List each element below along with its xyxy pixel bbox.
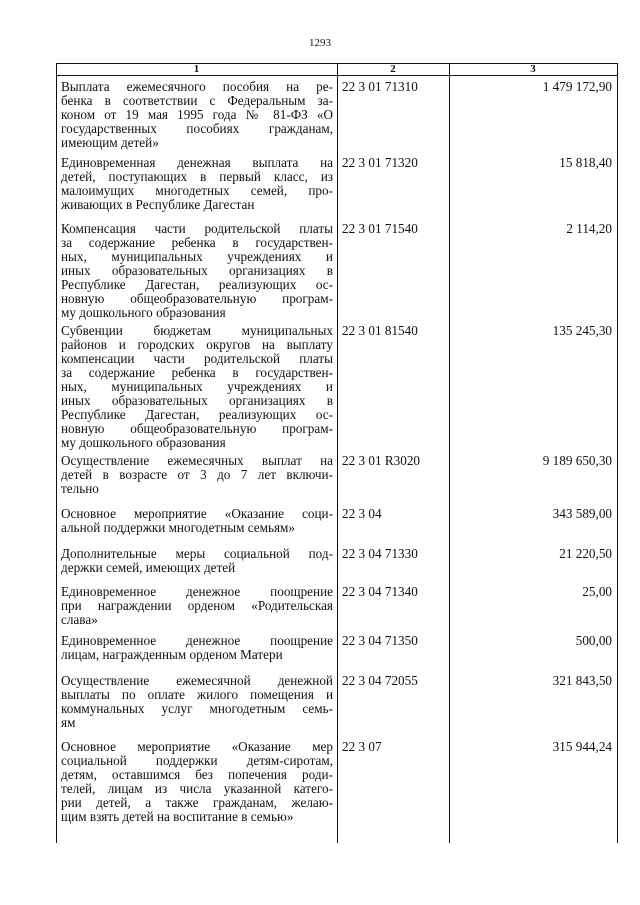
description-line: Осуществление ежемесячных выплат на [61, 453, 333, 468]
row-amount: 315 944,24 [552, 739, 612, 754]
table-right-border [617, 63, 618, 843]
description-line: Компенсация части родительской платы [61, 221, 333, 236]
row-amount: 135 245,30 [552, 323, 612, 338]
row-description [61, 740, 333, 824]
row-code: 22 3 07 [342, 739, 382, 754]
description-line: му дошкольного образования [61, 435, 226, 450]
description-line: тельно [61, 481, 99, 496]
description-line: иных образовательных организациях в [61, 263, 333, 278]
description-line: Единовременное денежное поощрение [61, 633, 333, 648]
row-code: 22 3 04 71340 [342, 584, 418, 599]
budget-table [56, 63, 618, 843]
row-code: 22 3 01 71310 [342, 79, 418, 94]
description-line: Единовременное денежное поощрение [61, 584, 333, 599]
row-amount: 321 843,50 [552, 673, 612, 688]
column-header-2: 2 [390, 63, 396, 75]
description-line: государственных пособиях гражданам, [61, 121, 333, 136]
description-line: держки семей, имеющих детей [61, 560, 236, 575]
row-code: 22 3 01 71540 [342, 221, 418, 236]
row-code: 22 3 01 R3020 [342, 453, 421, 468]
description-line: рии детей, а также гражданам, желаю- [61, 795, 333, 810]
row-amount: 25,00 [582, 584, 612, 599]
description-line: лицам, награжденным орденом Матери [61, 647, 283, 662]
description-line: компенсации части родительской платы [61, 351, 333, 366]
description-line: детей, поступающих в первый класс, из [61, 169, 333, 184]
description-line: малоимущих многодетных семей, про- [61, 183, 333, 198]
row-description [61, 634, 333, 662]
row-description [61, 222, 333, 320]
description-line: ям [61, 715, 76, 730]
table-left-border [56, 63, 57, 843]
description-line: Субвенции бюджетам муниципальных [61, 323, 333, 338]
row-amount: 9 189 650,30 [542, 453, 612, 468]
description-line: слава» [61, 612, 98, 627]
row-code: 22 3 04 [342, 506, 382, 521]
description-line: имеющим детей» [61, 135, 159, 150]
row-description [61, 585, 333, 627]
row-amount: 343 589,00 [552, 506, 612, 521]
description-line: щим взять детей на воспитание в семью» [61, 809, 294, 824]
description-line: коммунальных услуг многодетным семь- [61, 701, 333, 716]
row-code: 22 3 04 72055 [342, 673, 418, 688]
description-line: альной поддержки многодетным семьям» [61, 520, 295, 535]
description-line: Выплата ежемесячного пособия на ре- [61, 79, 333, 94]
row-code: 22 3 04 71350 [342, 633, 418, 648]
row-description [61, 674, 333, 730]
description-line: за содержание ребенка в государствен- [61, 235, 333, 250]
row-code: 22 3 04 71330 [342, 546, 418, 561]
description-line: бенка в соответствии с Федеральным за- [61, 93, 333, 108]
description-line: иных образовательных организациях в [61, 393, 333, 408]
description-line: Осуществление ежемесячной денежной [61, 673, 333, 688]
column-header-3: 3 [530, 63, 536, 75]
column-divider-1 [337, 63, 338, 843]
row-amount: 2 114,20 [566, 221, 612, 236]
row-code: 22 3 01 81540 [342, 323, 418, 338]
description-line: Основное мероприятие «Оказание мер [61, 739, 333, 754]
description-line: районов и городских округов на выплату [61, 337, 333, 352]
column-header-1: 1 [193, 63, 200, 75]
description-line: Единовременная денежная выплата на [61, 155, 333, 170]
row-code: 22 3 01 71320 [342, 155, 418, 170]
row-description [61, 324, 333, 450]
description-line: новную общеобразовательную програм- [61, 291, 333, 306]
row-description [61, 547, 333, 575]
page-number: 1293 [309, 37, 331, 49]
description-line: за содержание ребенка в государствен- [61, 365, 333, 380]
description-line: выплаты по оплате жилого помещения и [61, 687, 333, 702]
description-line: при награждении орденом «Родительская [61, 598, 333, 613]
row-description [61, 454, 333, 496]
column-divider-2 [449, 63, 450, 843]
description-line: живающих в Республике Дагестан [61, 197, 255, 212]
row-amount: 500,00 [575, 633, 612, 648]
description-line: телей, лицам из числа указанной катего- [61, 781, 333, 796]
row-amount: 21 220,50 [559, 546, 612, 561]
description-line: ных, муниципальных учреждениях и [61, 379, 333, 394]
description-line: ных, муниципальных учреждениях и [61, 249, 333, 264]
row-description [61, 156, 333, 212]
description-line: детям, оставшимся без попечения роди- [61, 767, 333, 782]
description-line: Республике Дагестан, реализующих ос- [61, 407, 333, 422]
description-line: коном от 19 мая 1995 года № 81-ФЗ «О [61, 107, 333, 122]
description-line: новную общеобразовательную програм- [61, 421, 333, 436]
description-line: детей в возрасте от 3 до 7 лет включи- [61, 467, 333, 482]
description-line: Дополнительные меры социальной под- [61, 546, 333, 561]
description-line: Республике Дагестан, реализующих ос- [61, 277, 333, 292]
description-line: социальной поддержки детям-сиротам, [61, 753, 333, 768]
row-amount: 15 818,40 [559, 155, 612, 170]
row-amount: 1 479 172,90 [542, 79, 612, 94]
row-description [61, 507, 333, 535]
description-line: му дошкольного образования [61, 305, 226, 320]
description-line: Основное мероприятие «Оказание соци- [61, 506, 333, 521]
row-description [61, 80, 333, 150]
